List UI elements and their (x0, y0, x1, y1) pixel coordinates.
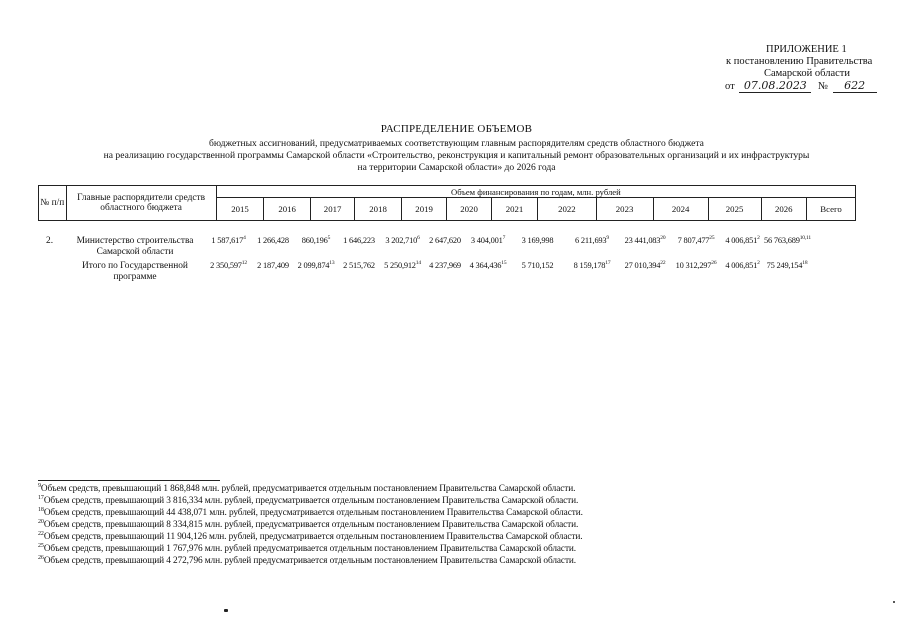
value-cell (424, 236, 466, 246)
cell-value: 1 266,428 (257, 236, 289, 245)
row-name-line2: Самарской области (96, 246, 174, 257)
year-header: 2018 (355, 198, 402, 221)
footnote-ref: 7 (502, 235, 506, 241)
cell-value: 1 646,223 (343, 236, 375, 245)
cell-value: 1 587,617 (211, 236, 244, 245)
document-subtitle-2: на реализацию государственной программы Самарской области «Строительство, реконструкция и капитальный ремонт образовательных организаций и их инфраструктуры (103, 150, 810, 161)
value-cell (466, 236, 510, 246)
footnote-number: 17 (38, 495, 44, 501)
value-cell (764, 261, 810, 271)
footnote-text: Объем средств, превышающий 8 334,815 млн. рублей, предусматривается отдельным постановлением Правительства Самарской области. (43, 520, 579, 530)
year-header: 2024 (653, 198, 708, 221)
footnote (38, 544, 576, 555)
cell-value: 4 006,851 (725, 236, 758, 245)
value-cell (671, 261, 721, 271)
footnote-ref: 12 (241, 260, 247, 266)
footnote-number: 22 (38, 531, 44, 537)
cell-value: 4 006,851 (725, 261, 758, 270)
footnote-ref: 4 (243, 235, 246, 241)
year-header: 2020 (447, 198, 491, 221)
footnote-ref: 13 (329, 260, 335, 266)
footnote (38, 484, 575, 495)
footnote-ref: 5 (327, 235, 331, 241)
footnote-text: Объем средств, превышающий 1 868,848 млн. рублей, предусматривается отдельным постановлением Правительства Самарской области. (40, 484, 576, 494)
total-header: Всего (807, 198, 856, 221)
footnote-separator (38, 480, 220, 481)
footnote-ref: 20 (660, 235, 666, 241)
row-number: 2. (46, 236, 54, 246)
from-label: от (725, 81, 735, 92)
value-cell (381, 236, 424, 246)
year-header: 2016 (264, 198, 311, 221)
footnote-text: Объем средств, превышающий 3 816,334 млн. рублей, предусматривается отдельным постановлением Правительства Самарской области. (43, 496, 579, 506)
handwritten-number: 622 (833, 80, 877, 93)
footnote (38, 496, 578, 507)
funding-table-header (38, 185, 856, 221)
scan-speck (893, 601, 895, 603)
document-subtitle-3: на территории Самарской области» до 2026 года (357, 162, 556, 173)
footnote-ref: 10,11 (799, 235, 811, 241)
footnote-ref: 17 (605, 260, 611, 266)
footnote-number: 26 (38, 555, 44, 561)
appendix-region: Самарской области (764, 68, 850, 79)
cell-value: 23 441,083 (624, 236, 661, 245)
footnote-ref: 9 (606, 235, 609, 241)
document-title: РАСПРЕДЕЛЕНИЕ ОБЪЕМОВ (380, 123, 533, 135)
value-cell (671, 236, 721, 246)
cell-value: 3 169,998 (521, 236, 554, 245)
number-label: № (817, 81, 828, 92)
col-name-header: Главные распорядители средств областного бюджета (66, 186, 216, 221)
handwritten-date: 07.08.2023 (739, 80, 811, 93)
value-cell (466, 261, 510, 271)
value-cell (337, 236, 381, 246)
cell-value: 27 010,394 (624, 261, 661, 270)
year-header: 2022 (538, 198, 596, 221)
row-name-line2: программе (113, 271, 157, 282)
row-name-line1: Министерство строительства (76, 236, 194, 246)
value-cell (721, 236, 764, 246)
footnote (38, 508, 583, 519)
value-cell (295, 261, 337, 271)
cell-value: 5 710,152 (521, 261, 554, 270)
cell-value: 5 250,912 (384, 261, 416, 270)
cell-value: 2 187,409 (257, 261, 289, 270)
value-cell (295, 236, 337, 246)
document-subtitle-1: бюджетных ассигнований, предусматриваемых соответствующим главным распорядителям средств областного бюджета (209, 138, 704, 149)
cell-value: 3 404,001 (470, 236, 503, 245)
value-cell (510, 236, 565, 246)
cell-value: 3 202,710 (385, 236, 418, 245)
footnote-ref: 18 (802, 260, 808, 266)
year-header: 2025 (708, 198, 761, 221)
row-name (64, 261, 206, 282)
value-cell (206, 236, 251, 246)
footnote-text: Объем средств, превышающий 1 767,976 млн. рублей предусматривается отдельным постановлением Правительства Самарской области. (43, 544, 577, 554)
cell-value: 6 211,693 (575, 236, 607, 245)
cell-value: 2 099,874 (297, 261, 330, 270)
cell-value: 4 364,436 (469, 261, 502, 270)
value-cell (424, 261, 466, 271)
scan-speck (224, 609, 228, 612)
value-cell (565, 261, 619, 271)
footnote (38, 520, 578, 531)
value-cell (565, 236, 619, 246)
footnote-ref: 2 (757, 235, 760, 241)
cell-value: 10 312,297 (675, 261, 712, 270)
cell-value: 860,196 (301, 236, 328, 245)
footnote (38, 532, 582, 543)
footnote-text: Объем средств, превышающий 11 904,126 млн. рублей, предусматривается отдельным постановлением Правительства Самарской области. (43, 532, 583, 542)
year-header: 2019 (401, 198, 446, 221)
appendix-date-line (725, 80, 877, 93)
value-cell (251, 236, 295, 246)
cell-value: 2 647,620 (429, 236, 461, 245)
footnote-ref: 25 (709, 235, 715, 241)
cell-value: 56 763,689 (764, 236, 800, 245)
cell-value: 4 237,969 (429, 261, 461, 270)
year-header: 2026 (761, 198, 806, 221)
footnote-ref: 6 (417, 235, 420, 241)
footnote-number: 9 (38, 483, 41, 489)
value-cell (251, 261, 295, 271)
value-cell (619, 236, 671, 246)
footnote-ref: 15 (501, 260, 507, 266)
footnote (38, 556, 576, 567)
row-name-line1: Итого по Государственной (82, 261, 188, 271)
footnote-text: Объем средств, превышающий 44 438,071 млн. рублей, предусматривается отдельным постановлением Правительства Самарской области. (43, 508, 583, 518)
footnote-ref: 22 (660, 260, 666, 266)
footnote-number: 20 (38, 519, 44, 525)
value-cell (764, 236, 810, 246)
value-cell (381, 261, 424, 271)
cell-value: 8 159,178 (573, 261, 606, 270)
appendix-subtitle: к постановлению Правительства (726, 56, 873, 67)
col-number-header: № п/п (39, 186, 67, 221)
appendix-title: ПРИЛОЖЕНИЕ 1 (766, 44, 847, 55)
col-funding-header: Объем финансирования по годам, млн. рублей (216, 186, 855, 198)
year-header: 2017 (310, 198, 354, 221)
footnote-ref: 26 (711, 260, 717, 266)
footnote-number: 25 (38, 543, 44, 549)
value-cell (337, 261, 381, 271)
cell-value: 75 249,154 (766, 261, 803, 270)
value-cell (721, 261, 764, 271)
footnote-text: Объем средств, превышающий 4 272,796 млн. рублей предусматривается отдельным постановлением Правительства Самарской области. (43, 556, 577, 566)
footnote-number: 18 (38, 507, 44, 513)
cell-value: 2 350,597 (210, 261, 242, 270)
value-cell (619, 261, 671, 271)
cell-value: 7 807,477 (677, 236, 710, 245)
cell-value: 2 515,762 (343, 261, 375, 270)
year-header: 2021 (491, 198, 538, 221)
value-cell (510, 261, 565, 271)
footnote-ref: 14 (415, 260, 421, 266)
year-header: 2023 (596, 198, 653, 221)
value-cell (206, 261, 251, 271)
row-name (64, 236, 206, 257)
footnote-ref: 2 (757, 260, 760, 266)
year-header: 2015 (216, 198, 264, 221)
